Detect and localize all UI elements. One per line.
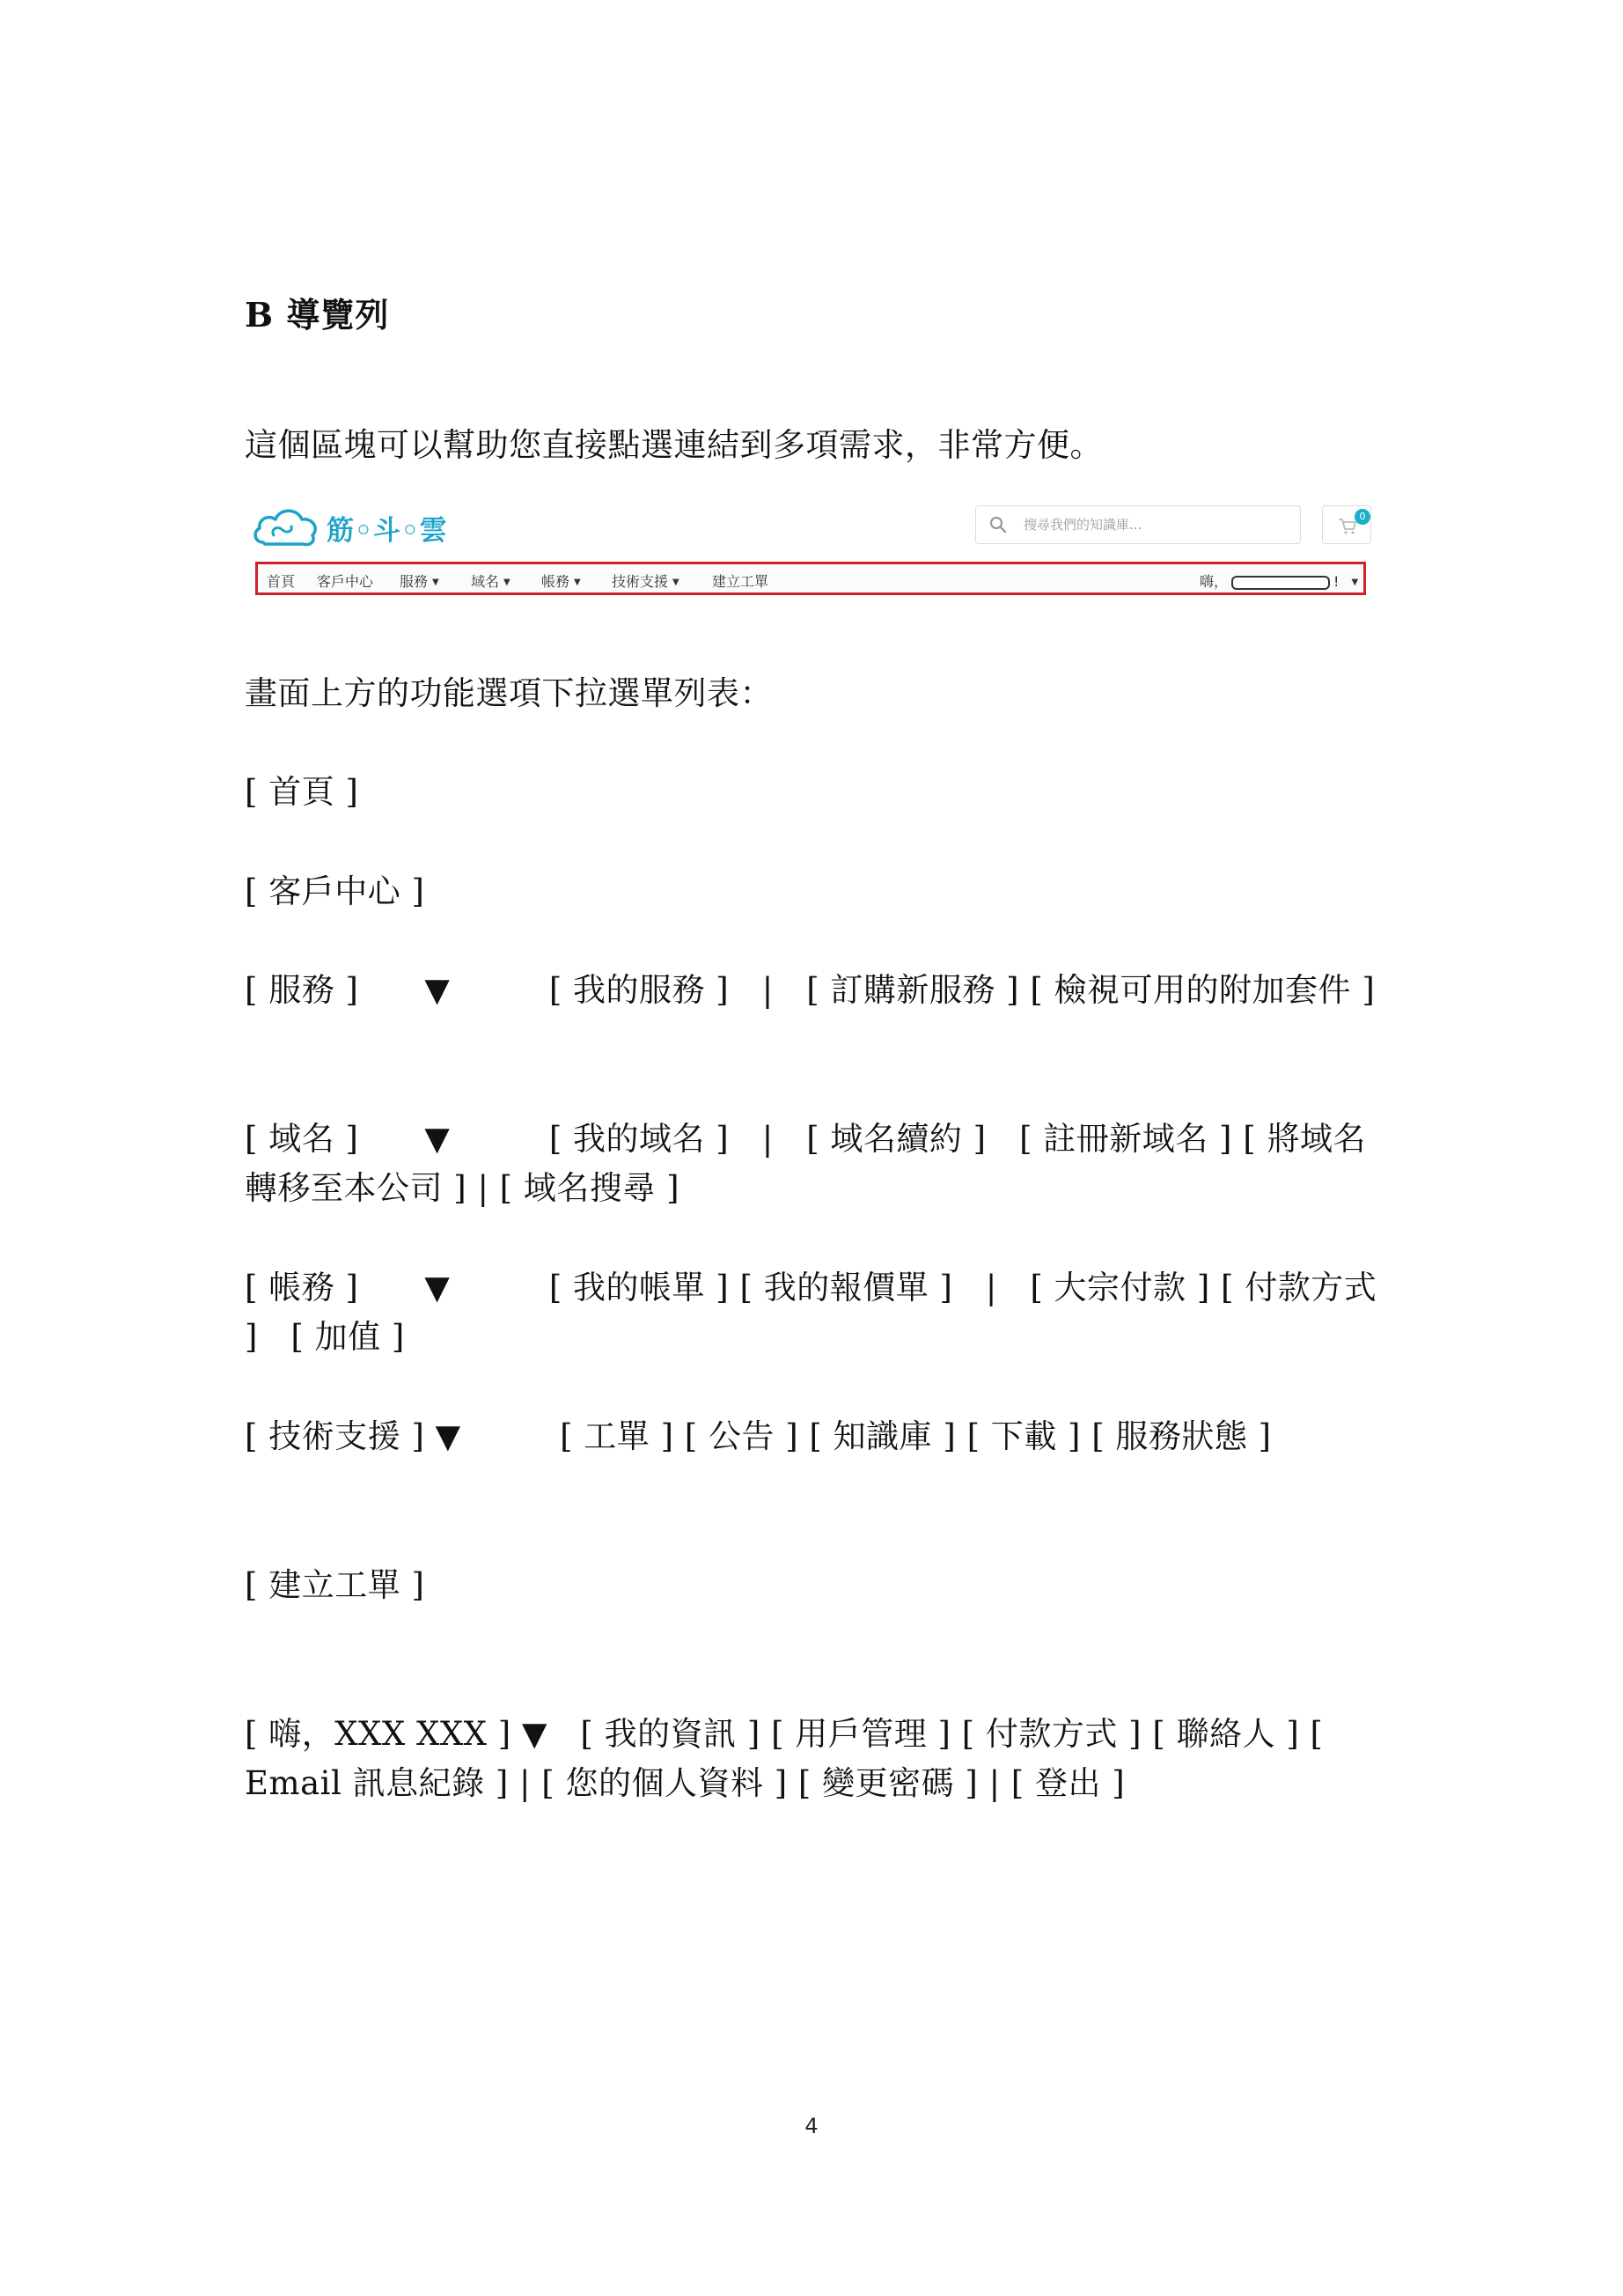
logo-text: 筋◦斗◦雲: [327, 514, 448, 547]
menu-line-domains: [ 域名 ] ▼ [ 我的域名 ] | [ 域名續約 ] [ 註冊新域名 ] [ 將域名轉移至本公司 ] | [ 域名搜尋 ]: [245, 1120, 1366, 1207]
menu-line-home: [ 首頁 ]: [245, 773, 359, 811]
cart-button[interactable]: [1322, 505, 1371, 544]
user-menu[interactable]: [1200, 570, 1358, 591]
chevron-down-icon: ▼: [432, 578, 439, 587]
chevron-down-icon: ▼: [1351, 578, 1359, 587]
section-heading: B 導覽列: [245, 295, 390, 335]
cloud-logo-icon: [251, 504, 321, 551]
nav-item-support[interactable]: [612, 570, 679, 591]
nav-item-label: 技術支援: [612, 573, 669, 590]
search-input[interactable]: [1022, 516, 1289, 534]
chevron-down-icon: ▼: [503, 578, 510, 587]
nav-item-client-area[interactable]: [317, 570, 373, 591]
navigation-bar: [255, 562, 1366, 595]
menu-line-client-area: [ 客戶中心 ]: [245, 872, 425, 910]
nav-item-label: 首頁: [267, 573, 296, 590]
menu-line-services: [ 服務 ] ▼ [ 我的服務 ] | [ 訂購新服務 ] [ 檢視可用的附加套件 ]: [245, 971, 1376, 1009]
site-logo[interactable]: [251, 501, 448, 554]
nav-item-billing[interactable]: [541, 570, 581, 591]
nav-item-label: 建立工單: [712, 573, 769, 590]
menu-line-user: [ 嗨，XXX XXX ] ▼ [ 我的資訊 ] [ 用戶管理 ] [ 付款方式 ] [ 聯絡人 ] [ Email 訊息紀錄 ] | [ 您的個人資料 ] [ 變更密碼 ] | [ 登出 ]: [245, 1715, 1324, 1802]
menu-line-support: [ 技術支援 ] ▼ [ 工單 ] [ 公告 ] [ 知識庫 ] [ 下載 ] [ 服務狀態 ]: [245, 1417, 1272, 1455]
cart-icon: [1338, 518, 1357, 535]
list-intro: 畫面上方的功能選項下拉選單列表：: [245, 674, 773, 712]
user-greeting: 嗨，: [1200, 573, 1229, 590]
nav-item-services[interactable]: [400, 570, 439, 591]
intro-paragraph: 這個區塊可以幫助您直接點選連結到多項需求，非常方便。: [245, 426, 1103, 464]
nav-item-label: 帳務: [541, 573, 570, 590]
chevron-down-icon: ▼: [672, 578, 679, 587]
site-header-screenshot: [251, 497, 1377, 601]
cart-count-badge: 0: [1355, 509, 1370, 525]
search-icon: [988, 515, 1008, 534]
nav-item-label: 域名: [471, 573, 500, 590]
nav-item-label: 客戶中心: [317, 573, 374, 590]
page-number: 4: [804, 2114, 819, 2138]
nav-item-domains[interactable]: [471, 570, 510, 591]
redacted-username: [1231, 576, 1330, 590]
menu-line-billing: [ 帳務 ] ▼ [ 我的帳單 ] [ 我的報價單 ] | [ 大宗付款 ] [ 付款方式 ] [ 加值 ]: [245, 1269, 1377, 1356]
menu-line-open-ticket: [ 建立工單 ]: [245, 1566, 425, 1604]
chevron-down-icon: ▼: [574, 578, 581, 587]
user-suffix: !: [1333, 573, 1340, 590]
nav-item-label: 服務: [400, 573, 429, 590]
nav-item-home[interactable]: [267, 570, 295, 591]
knowledgebase-search[interactable]: [975, 505, 1301, 544]
nav-item-open-ticket[interactable]: [712, 570, 768, 591]
